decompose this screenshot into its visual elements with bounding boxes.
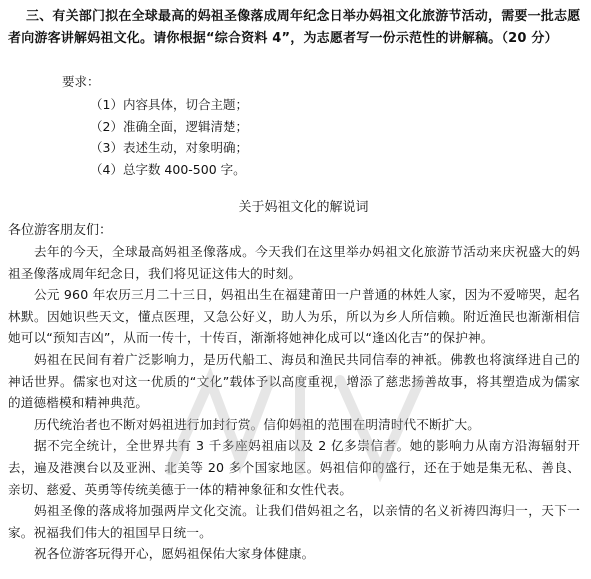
essay-paragraph: 祝各位游客玩得开心，愿妈祖保佑大家身体健康。 <box>34 546 315 562</box>
essay-paragraph: 历代统治者也不断对妈祖进行加封行赏。信仰妈祖的范围在明清时代不断扩大。 <box>34 416 481 432</box>
essay-paragraph: 公元 960 年农历三月二十三日，妈祖出生在福建莆田一户普通的林姓人家，因为不爱啼哭，起名林默。因她识些天文，懂点医理，又急公好义，助人为乐，所以为乡人所信赖。附近渔民也渐渐相信她可以“预知吉凶”，从而一传十，十传百，渐渐将她神化成可以“逢凶化吉”的保护神。 <box>8 287 580 346</box>
requirements-label: 要求： <box>62 74 100 89</box>
essay-paragraph: 据不完全统计，全世界共有 3 千多座妈祖庙以及 2 亿多崇信者。她的影响力从南方沿海辐射开去，遍及港澳台以及亚洲、北美等 20 多个国家地区。妈祖信仰的盛行，还在于她是集无私、善良、亲切、慈爱、英勇等传统美德于一体的精神象征和女性代表。 <box>8 438 580 497</box>
essay-title: 关于妈祖文化的解说词 <box>238 200 369 215</box>
requirement-item: （4）总字数 400-500 字。 <box>90 161 246 177</box>
requirement-item: （2）准确全面，逻辑清楚； <box>90 118 248 134</box>
requirement-item: （3）表述生动，对象明确； <box>90 140 248 155</box>
essay-greeting: 各位游客朋友们： <box>8 223 113 238</box>
essay-paragraph: 妈祖圣像的落成将加强两岸文化交流。让我们借妈祖之名，以亲情的名义祈祷四海归一，天下一家。祝福我们伟大的祖国早日统一。 <box>8 503 580 540</box>
essay-paragraph: 去年的今天，全球最高妈祖圣像落成。今天我们在这里举办妈祖文化旅游节活动来庆祝盛大的妈祖圣像落成周年纪念日，我们将见证这伟大的时刻。 <box>8 244 580 281</box>
essay-paragraph: 妈祖在民间有着广泛影响力，是历代船工、海员和渔民共同信奉的神祇。佛教也将演绎进自己的神话世界。儒家也对这一优质的“文化”载体予以高度重视，增添了慈悲扬善故事，将其塑造成为儒家的道德楷模和精神典范。 <box>8 351 580 411</box>
requirement-item: （1）内容具体，切合主题； <box>90 97 248 112</box>
question-prompt: 三、有关部门拟在全球最高的妈祖圣像落成周年纪念日举办妈祖文化旅游节活动，需要一批志愿者向游客讲解妈祖文化。请你根据“综合资料 4”，为志愿者写一份示范性的讲解稿。（20 分） <box>8 9 581 46</box>
requirements-list <box>90 94 248 180</box>
essay-body <box>8 241 580 565</box>
